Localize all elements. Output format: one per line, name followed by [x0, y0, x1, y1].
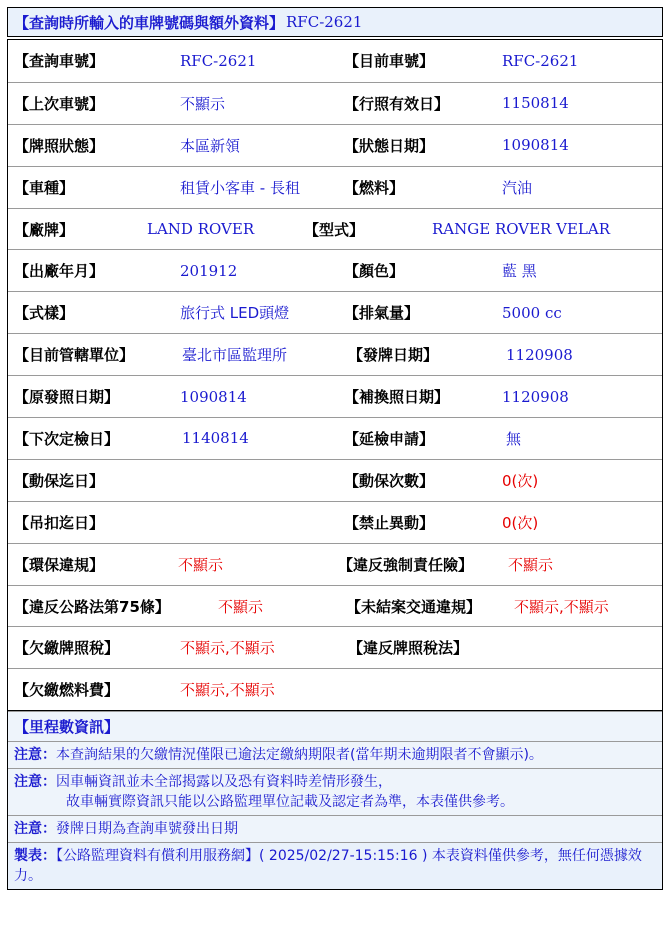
table-row	[8, 40, 662, 82]
label-reissue-date: 【補換照日期】	[344, 388, 450, 407]
note-text: 因車輛資訊並未全部揭露以及恐有資料時差情形發生，	[56, 774, 392, 791]
value-environmental-violation: 不顯示	[178, 555, 224, 574]
value-previous-plate: 不顯示	[180, 94, 226, 113]
label-original-license-date: 【原發照日期】	[14, 388, 120, 407]
value-displacement: 5000 cc	[502, 303, 562, 322]
value-jurisdiction: 臺北市區監理所	[182, 346, 288, 365]
table-row	[8, 333, 662, 375]
value-brand: LAND ROVER	[147, 220, 255, 238]
footer-text: 【公路監理資料有償利用服務網】( 2025/02/27-15:15:16 ) 本表資料僅供參考，無任何憑據效力。	[14, 848, 642, 885]
table-row	[8, 626, 662, 668]
note-unpaid	[8, 741, 662, 768]
note-key: 注意：	[14, 747, 56, 764]
value-unpaid-fuel-fee: 不顯示,不顯示	[180, 681, 275, 700]
label-chattel-mortgage-end: 【動保迄日】	[14, 471, 105, 490]
note-text-line2: 故車輛實際資訊只能以公路監理單位記載及認定者為準，本表僅供參考。	[66, 794, 514, 811]
value-status-date: 1090814	[502, 136, 569, 155]
note-key: 注意：	[14, 774, 56, 791]
label-unpaid-license-tax: 【欠繳牌照稅】	[14, 639, 120, 658]
table-row	[8, 668, 662, 710]
label-fuel: 【燃料】	[344, 178, 405, 197]
value-original-license-date: 1090814	[180, 387, 247, 406]
label-next-inspection: 【下次定檢日】	[14, 429, 120, 448]
table-row	[8, 124, 662, 166]
note-issue-date	[8, 815, 662, 842]
label-manufacture-date: 【出廠年月】	[14, 262, 105, 281]
label-highway-act-violation: 【違反公路法第75條】	[14, 597, 170, 616]
value-license-valid-date: 1150814	[502, 94, 569, 113]
value-color: 藍 黑	[502, 262, 537, 281]
value-fuel: 汽油	[502, 178, 533, 197]
value-insurance-violation: 不顯示	[508, 555, 554, 574]
value-pending-traffic-violation: 不顯示,不顯示	[514, 597, 609, 616]
notes-section	[7, 711, 663, 890]
table-row	[8, 166, 662, 208]
value-issue-date: 1120908	[506, 345, 573, 364]
table-row	[8, 291, 662, 333]
table-row	[8, 585, 662, 627]
label-pending-traffic-violation: 【未結案交通違規】	[346, 597, 482, 616]
label-plate-status: 【牌照狀態】	[14, 136, 105, 155]
label-unpaid-fuel-fee: 【欠繳燃料費】	[14, 681, 120, 700]
label-inspection-extension: 【延檢申請】	[344, 429, 435, 448]
value-next-inspection: 1140814	[182, 429, 249, 448]
query-plate: RFC-2621	[286, 13, 363, 31]
label-license-valid-date: 【行照有效日】	[344, 94, 450, 113]
label-query-plate: 【查詢車號】	[14, 52, 105, 71]
label-style: 【式樣】	[14, 304, 75, 323]
label-brand: 【廠牌】	[14, 220, 75, 239]
value-model: RANGE ROVER VELAR	[432, 220, 610, 238]
table-row	[8, 249, 662, 291]
table-row	[8, 208, 662, 250]
value-style: 旅行式 LED頭燈	[180, 304, 290, 323]
label-insurance-violation: 【違反強制責任險】	[338, 555, 474, 574]
label-color: 【顏色】	[344, 262, 405, 281]
value-inspection-extension: 無	[506, 429, 522, 448]
value-unpaid-license-tax: 不顯示,不顯示	[180, 639, 275, 658]
label-license-tax-violation: 【違反牌照稅法】	[348, 639, 469, 658]
value-query-plate: RFC-2621	[180, 51, 257, 70]
label-jurisdiction: 【目前管轄單位】	[14, 346, 135, 365]
label-displacement: 【排氣量】	[344, 304, 420, 323]
table-row	[8, 375, 662, 417]
value-vehicle-type: 租賃小客車 - 長租	[180, 178, 300, 197]
table-row	[8, 82, 662, 124]
table-row	[8, 459, 662, 501]
value-highway-act-violation: 不顯示	[218, 597, 264, 616]
label-issue-date: 【發牌日期】	[348, 346, 439, 365]
query-title-label: 【查詢時所輸入的車牌號碼與額外資料】	[14, 13, 285, 32]
label-previous-plate: 【上次車號】	[14, 94, 105, 113]
table-row	[8, 543, 662, 585]
value-plate-status: 本區新領	[180, 136, 241, 155]
note-text: 本查詢結果的欠繳情況僅限已逾法定繳納期限者(當年期未逾期限者不會顯示)。	[56, 747, 543, 764]
query-title-bar	[7, 7, 663, 37]
vehicle-info-table	[7, 39, 663, 711]
footer-key: 製表：	[14, 848, 56, 865]
label-suspension-end: 【吊扣迄日】	[14, 513, 105, 532]
table-row	[8, 501, 662, 543]
value-manufacture-date: 201912	[180, 261, 238, 280]
label-environmental-violation: 【環保違規】	[14, 555, 105, 574]
note-disclaimer	[8, 768, 662, 815]
table-row	[8, 417, 662, 459]
value-reissue-date: 1120908	[502, 387, 569, 406]
label-transfer-ban: 【禁止異動】	[344, 513, 435, 532]
label-model: 【型式】	[304, 220, 365, 239]
label-status-date: 【狀態日期】	[344, 136, 435, 155]
note-key: 注意：	[14, 821, 56, 838]
mileage-header: 【里程數資訊】	[8, 711, 662, 741]
value-transfer-ban: 0(次)	[502, 513, 539, 532]
label-vehicle-type: 【車種】	[14, 178, 75, 197]
value-current-plate: RFC-2621	[502, 51, 579, 70]
report-footer	[8, 842, 662, 889]
value-chattel-mortgage-count: 0(次)	[502, 471, 539, 490]
vehicle-report	[7, 7, 663, 890]
label-current-plate: 【目前車號】	[344, 52, 435, 71]
note-text: 發牌日期為查詢車號發出日期	[56, 821, 238, 838]
label-chattel-mortgage-count: 【動保次數】	[344, 471, 435, 490]
